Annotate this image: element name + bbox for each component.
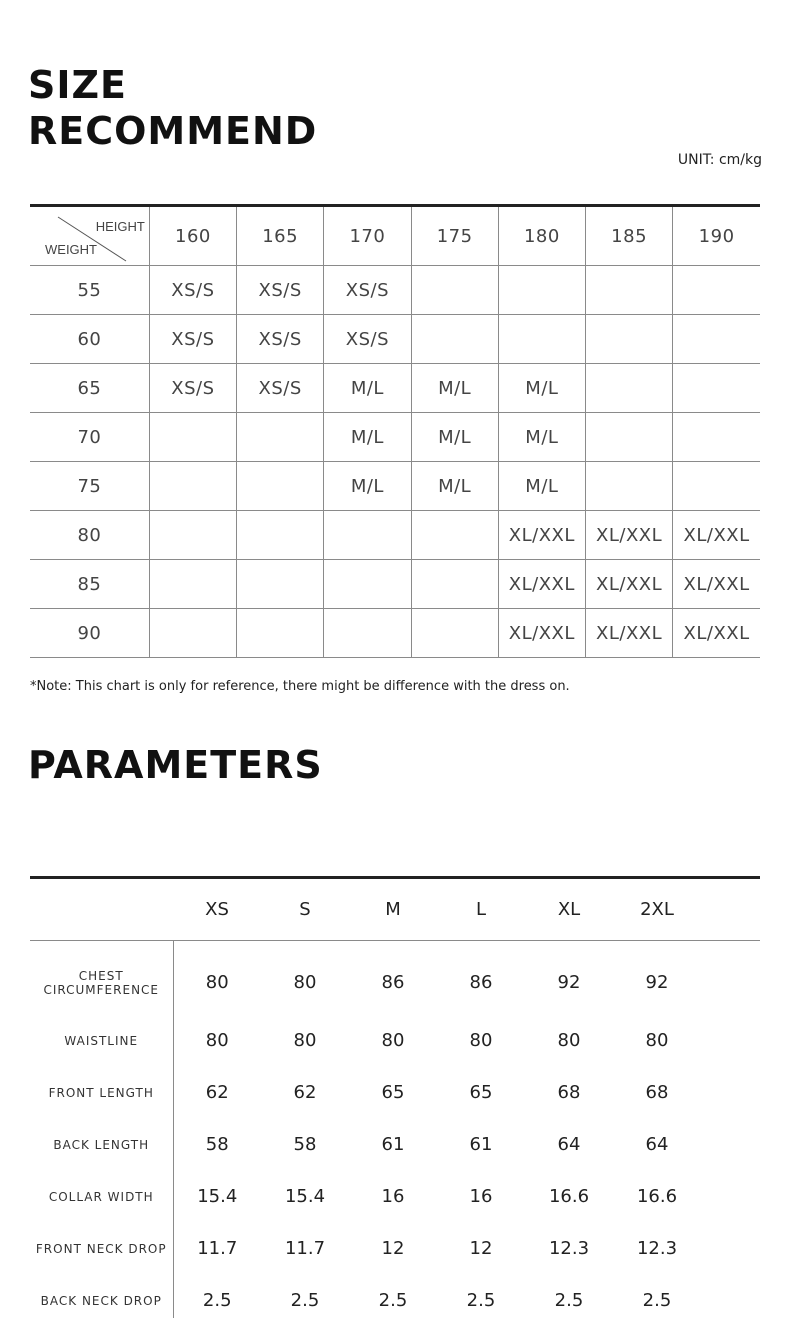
size-cell — [673, 364, 760, 413]
size-header-2xl: 2XL — [613, 878, 701, 941]
size-cell: XL/XXL — [673, 511, 760, 560]
size-cell — [149, 609, 236, 658]
size-cell — [324, 560, 411, 609]
size-row — [30, 609, 760, 658]
size-cell — [411, 609, 498, 658]
size-cell: M/L — [411, 462, 498, 511]
weight-cell: 90 — [30, 609, 149, 658]
parameters-trailing-cell — [701, 878, 760, 941]
weight-cell: 55 — [30, 266, 149, 315]
parameter-row — [30, 1223, 760, 1275]
parameter-value: 80 — [557, 1030, 581, 1051]
height-header-175: 175 — [411, 206, 498, 266]
parameter-value: 61 — [381, 1134, 405, 1155]
size-header-xs: XS — [173, 878, 261, 941]
parameter-value: 2.5 — [466, 1290, 496, 1311]
parameter-value: 92 — [645, 972, 669, 994]
parameters-corner-cell — [30, 878, 173, 941]
parameter-value: 12 — [469, 1238, 493, 1259]
parameters-table-body — [30, 941, 760, 1318]
parameter-value: 16 — [469, 1186, 493, 1207]
parameter-label-line1: FRONT LENGTH — [48, 1085, 154, 1100]
size-header-l: L — [437, 878, 525, 941]
size-cell — [585, 413, 672, 462]
size-cell: M/L — [498, 364, 585, 413]
size-cell: XS/S — [324, 315, 411, 364]
size-cell — [324, 609, 411, 658]
parameter-label — [30, 1119, 173, 1171]
size-cell — [149, 560, 236, 609]
size-cell — [149, 462, 236, 511]
size-header-m: M — [349, 878, 437, 941]
weight-cell: 80 — [30, 511, 149, 560]
size-cell — [237, 413, 324, 462]
size-cell: M/L — [411, 364, 498, 413]
size-cell: XS/S — [237, 266, 324, 315]
size-recommend-title-line2: RECOMMEND — [28, 109, 318, 153]
parameter-value: 2.5 — [378, 1290, 408, 1311]
size-cell — [498, 315, 585, 364]
size-cell: XL/XXL — [673, 560, 760, 609]
parameter-value: 80 — [645, 1030, 669, 1051]
size-cell: M/L — [498, 413, 585, 462]
parameter-value: 64 — [645, 1134, 669, 1155]
size-cell: XL/XXL — [498, 511, 585, 560]
parameter-value: 12.3 — [636, 1238, 678, 1259]
parameter-trailing-cell — [701, 941, 760, 1015]
size-cell — [673, 413, 760, 462]
size-cell: M/L — [324, 413, 411, 462]
parameters-header-row — [30, 878, 760, 941]
parameter-trailing-cell — [701, 1223, 760, 1275]
size-cell: M/L — [411, 413, 498, 462]
parameter-trailing-cell — [701, 1067, 760, 1119]
height-weight-corner-cell — [30, 206, 149, 266]
size-cell: XS/S — [149, 364, 236, 413]
weight-cell: 85 — [30, 560, 149, 609]
size-recommend-table — [30, 204, 760, 658]
parameter-label — [30, 941, 173, 1015]
parameter-value: 64 — [557, 1134, 581, 1155]
size-cell — [498, 266, 585, 315]
size-cell — [324, 511, 411, 560]
parameter-value: 92 — [557, 972, 581, 994]
size-cell: XS/S — [237, 364, 324, 413]
parameter-label — [30, 1223, 173, 1275]
parameter-value: 12.3 — [548, 1238, 590, 1259]
size-cell: XL/XXL — [498, 560, 585, 609]
size-cell: XS/S — [237, 315, 324, 364]
parameter-label-line2: CIRCUMFERENCE — [43, 982, 159, 997]
parameter-value: 80 — [205, 1030, 229, 1051]
parameter-value: 65 — [381, 1082, 405, 1103]
weight-cell: 60 — [30, 315, 149, 364]
size-cell — [149, 511, 236, 560]
weight-axis-label: WEIGHT — [45, 242, 97, 257]
size-cell: XL/XXL — [585, 560, 672, 609]
size-cell: XL/XXL — [585, 511, 672, 560]
size-recommend-title-line1: SIZE — [28, 63, 128, 107]
weight-cell: 75 — [30, 462, 149, 511]
parameter-value: 11.7 — [284, 1238, 326, 1259]
size-cell — [411, 266, 498, 315]
parameter-value: 15.4 — [284, 1186, 326, 1207]
parameter-value: 16 — [381, 1186, 405, 1207]
parameter-trailing-cell — [701, 1119, 760, 1171]
parameter-value: 2.5 — [202, 1290, 232, 1311]
size-cell: XL/XXL — [498, 609, 585, 658]
size-cell: XS/S — [324, 266, 411, 315]
height-header-160: 160 — [149, 206, 236, 266]
weight-cell: 65 — [30, 364, 149, 413]
size-cell — [673, 315, 760, 364]
parameter-label-line1: COLLAR WIDTH — [48, 1189, 154, 1204]
parameter-value: 80 — [205, 972, 229, 994]
parameter-label-line1: BACK NECK DROP — [40, 1293, 162, 1308]
parameter-value: 2.5 — [554, 1290, 584, 1311]
size-cell — [673, 462, 760, 511]
size-cell — [585, 364, 672, 413]
size-cell — [237, 511, 324, 560]
parameter-label-line1: BACK LENGTH — [53, 1137, 150, 1152]
height-header-190: 190 — [673, 206, 760, 266]
parameter-value: 2.5 — [290, 1290, 320, 1311]
size-cell — [411, 511, 498, 560]
size-row — [30, 364, 760, 413]
height-axis-label: HEIGHT — [95, 219, 145, 234]
unit-label: UNIT: cm/kg — [677, 152, 762, 168]
parameter-row — [30, 1171, 760, 1223]
parameter-value: 80 — [469, 1030, 493, 1051]
parameters-table — [30, 876, 760, 1318]
size-row — [30, 413, 760, 462]
parameter-label — [30, 1275, 173, 1318]
diagonal-divider — [30, 207, 149, 267]
parameter-row — [30, 941, 760, 1015]
parameter-value: 16.6 — [548, 1186, 590, 1207]
parameter-value: 2.5 — [642, 1290, 672, 1311]
parameter-value: 80 — [293, 972, 317, 994]
size-cell: XL/XXL — [585, 609, 672, 658]
parameter-value: 68 — [645, 1082, 669, 1103]
parameter-label — [30, 1067, 173, 1119]
height-header-185: 185 — [585, 206, 672, 266]
size-row — [30, 462, 760, 511]
parameter-row — [30, 1067, 760, 1119]
size-cell: XL/XXL — [673, 609, 760, 658]
parameter-row — [30, 1015, 760, 1067]
reference-note: *Note: This chart is only for reference, there might be difference with the dress on. — [30, 679, 570, 694]
parameter-value: 86 — [381, 972, 405, 994]
parameter-value: 58 — [205, 1134, 229, 1155]
size-cell — [149, 413, 236, 462]
parameter-label-line1: FRONT NECK DROP — [35, 1241, 167, 1256]
size-cell — [237, 560, 324, 609]
size-cell — [585, 266, 672, 315]
parameter-value: 80 — [381, 1030, 405, 1051]
size-cell: M/L — [324, 462, 411, 511]
parameter-value: 16.6 — [636, 1186, 678, 1207]
size-table-header-row — [30, 206, 760, 266]
parameter-value: 62 — [205, 1082, 229, 1103]
parameter-label-line1: CHEST — [78, 968, 124, 983]
parameter-value: 62 — [293, 1082, 317, 1103]
size-cell: M/L — [498, 462, 585, 511]
parameter-value: 12 — [381, 1238, 405, 1259]
parameters-title: PARAMETERS — [28, 743, 323, 787]
parameter-value: 86 — [469, 972, 493, 994]
parameter-row — [30, 1119, 760, 1171]
parameter-value: 65 — [469, 1082, 493, 1103]
size-row — [30, 511, 760, 560]
size-row — [30, 315, 760, 364]
parameter-value: 61 — [469, 1134, 493, 1155]
size-cell: XS/S — [149, 315, 236, 364]
parameter-label-line1: WAISTLINE — [64, 1033, 139, 1048]
size-cell — [237, 609, 324, 658]
size-cell: M/L — [324, 364, 411, 413]
size-cell — [237, 462, 324, 511]
size-cell — [585, 315, 672, 364]
parameter-trailing-cell — [701, 1015, 760, 1067]
parameter-value: 58 — [293, 1134, 317, 1155]
height-header-180: 180 — [498, 206, 585, 266]
size-cell: XS/S — [149, 266, 236, 315]
parameter-value: 15.4 — [197, 1186, 238, 1207]
parameter-label — [30, 1015, 173, 1067]
height-header-170: 170 — [324, 206, 411, 266]
size-row — [30, 560, 760, 609]
weight-cell: 70 — [30, 413, 149, 462]
parameter-value: 11.7 — [197, 1238, 238, 1259]
size-header-xl: XL — [525, 878, 613, 941]
size-cell — [585, 462, 672, 511]
parameter-row — [30, 1275, 760, 1318]
size-cell — [411, 315, 498, 364]
size-header-s: S — [261, 878, 349, 941]
size-row — [30, 266, 760, 315]
size-cell — [411, 560, 498, 609]
parameter-value: 80 — [293, 1030, 317, 1051]
parameter-label — [30, 1171, 173, 1223]
parameter-trailing-cell — [701, 1275, 760, 1318]
height-header-165: 165 — [237, 206, 324, 266]
size-cell — [673, 266, 760, 315]
size-table-body — [30, 266, 760, 658]
parameter-value: 68 — [557, 1082, 581, 1103]
parameter-trailing-cell — [701, 1171, 760, 1223]
